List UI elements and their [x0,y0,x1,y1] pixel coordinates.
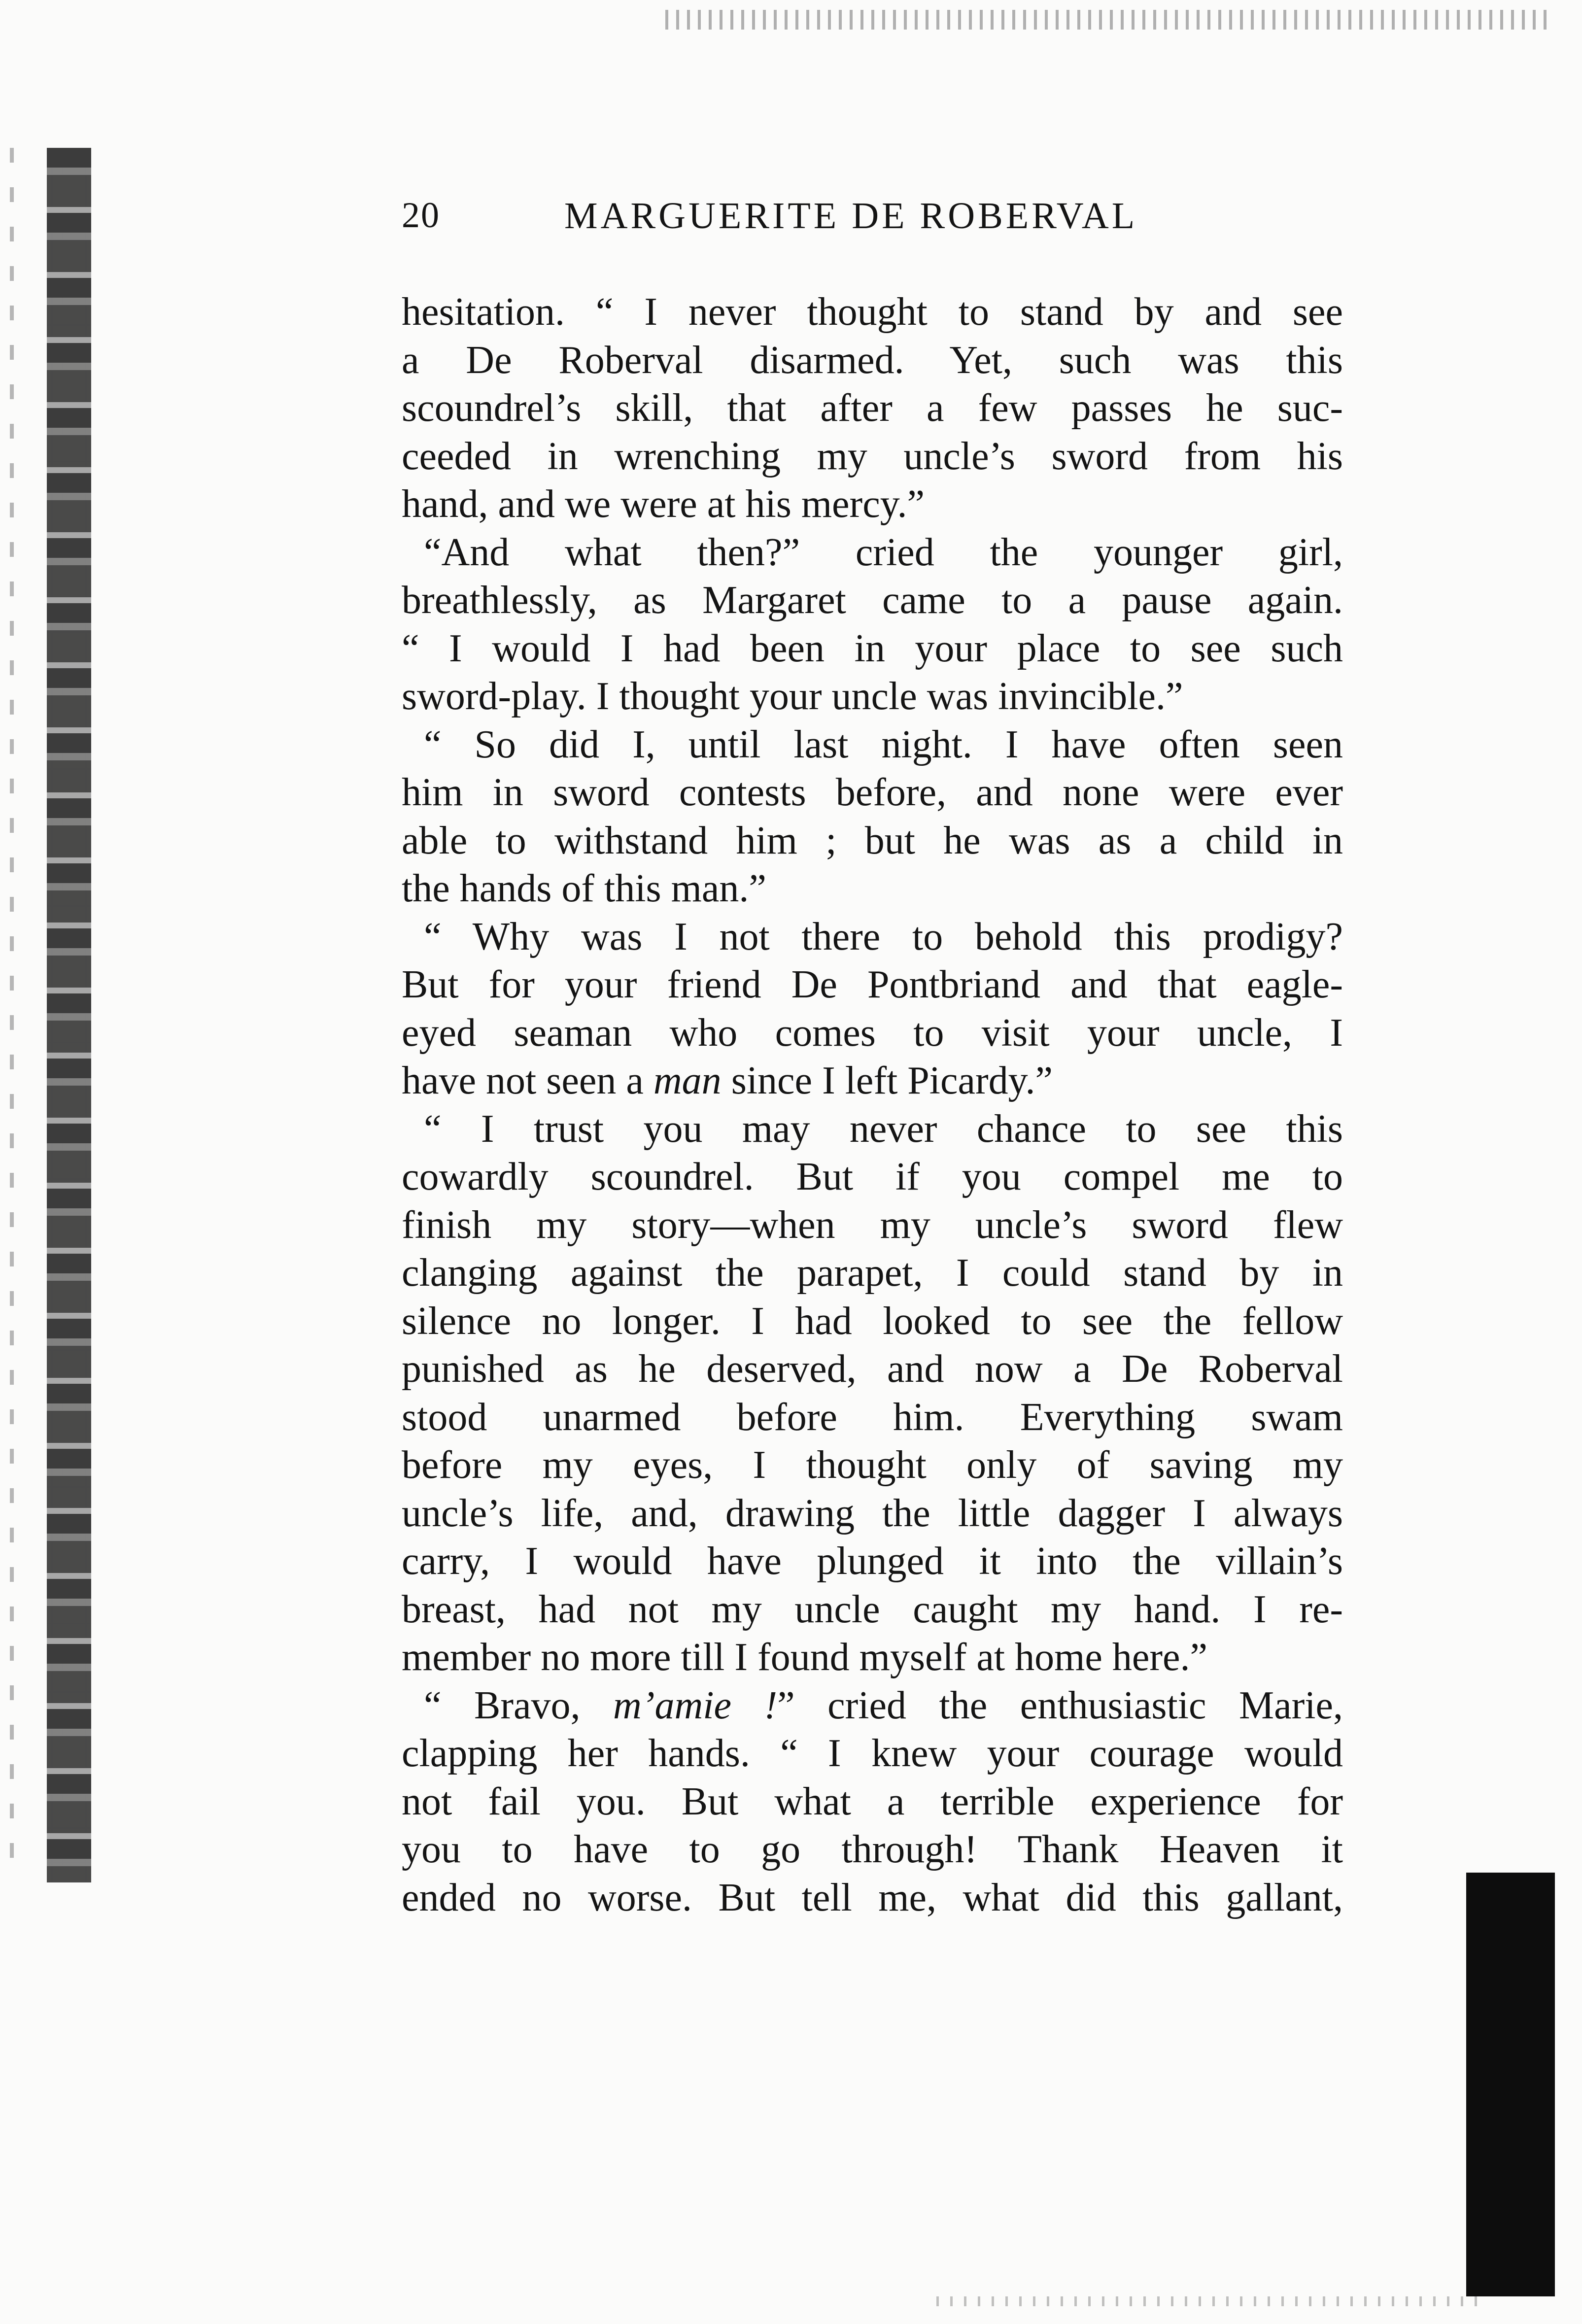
text-line: silence no longer. I had looked to see the fellow [402,1299,1343,1343]
italic-word: man [653,1059,722,1102]
text-line: punished as he deserved, and now a De Roberval [402,1347,1343,1391]
text-line: “ So did I, until last night. I have often seen [424,722,1343,766]
text-line: “ I would I had been in your place to see such [402,626,1343,670]
scan-edge-left [47,148,91,1882]
text-line: ceeded in wrenching my uncle’s sword from his [402,434,1343,478]
text-line: breathlessly, as Margaret came to a pause again. [402,579,1343,622]
text-line: able to withstand him ; but he was as a child in [402,819,1343,862]
text-segment: ” cried the enthusiastic Marie, [777,1683,1343,1727]
text-line: hand, and we were at his mercy.” [402,482,925,526]
text-line-with-italic [402,1057,1343,1105]
text-line: stood unarmed before him. Everything swam [402,1395,1343,1439]
text-line: uncle’s life, and, drawing the little dagger I always [402,1491,1343,1535]
text-line: “And what then?” cried the younger girl, [424,530,1343,574]
italic-word: m’amie ! [613,1683,778,1727]
text-line: ended no worse. But tell me, what did this gallant, [402,1876,1343,1919]
text-segment: “ Bravo, [424,1683,614,1727]
text-segment: have not seen a [402,1059,653,1102]
text-line: clanging against the parapet, I could stand by in [402,1251,1343,1295]
page-header [402,195,1338,244]
scan-edge-right [1466,1873,1555,2296]
text-line: clapping her hands. “ I knew your courage would [402,1732,1343,1775]
text-line: carry, I would have plunged it into the villain’s [402,1539,1343,1583]
text-line: breast, had not my uncle caught my hand. I re- [402,1587,1343,1631]
text-line: finish my story—when my uncle’s sword flew [402,1203,1343,1247]
text-line: him in sword contests before, and none were ever [402,771,1343,814]
text-line: cowardly scoundrel. But if you compel me to [402,1155,1343,1198]
scan-edge-left-thin [10,148,14,1873]
scan-edge-top [665,10,1552,30]
text-line: “ Why was I not there to behold this prodigy? [424,915,1343,958]
text-line: a De Roberval disarmed. Yet, such was this [402,338,1343,382]
text-line: member no more till I found myself at home here.” [402,1636,1208,1679]
text-line: you to have to go through! Thank Heaven it [402,1828,1343,1871]
text-line: before my eyes, I thought only of saving my [402,1443,1343,1487]
text-line-with-italic [402,1682,1343,1730]
running-head: MARGUERITE DE ROBERVAL [564,195,1138,237]
page-number: 20 [402,195,440,236]
text-line: “ I trust you may never chance to see this [424,1107,1343,1151]
text-line: But for your friend De Pontbriand and that eagle- [402,963,1343,1006]
text-line: eyed seaman who comes to visit your uncle, I [402,1011,1343,1055]
scan-edge-bottom [936,2296,1479,2306]
text-line: hesitation. “ I never thought to stand by and see [402,290,1343,334]
text-segment: since I left Picardy.” [721,1059,1053,1102]
text-line: not fail you. But what a terrible experience for [402,1779,1343,1823]
body-text [402,288,1343,1922]
text-line: the hands of this man.” [402,867,766,910]
text-line: scoundrel’s skill, that after a few passes he suc- [402,386,1343,430]
text-line: sword-play. I thought your uncle was invincible.” [402,675,1183,718]
